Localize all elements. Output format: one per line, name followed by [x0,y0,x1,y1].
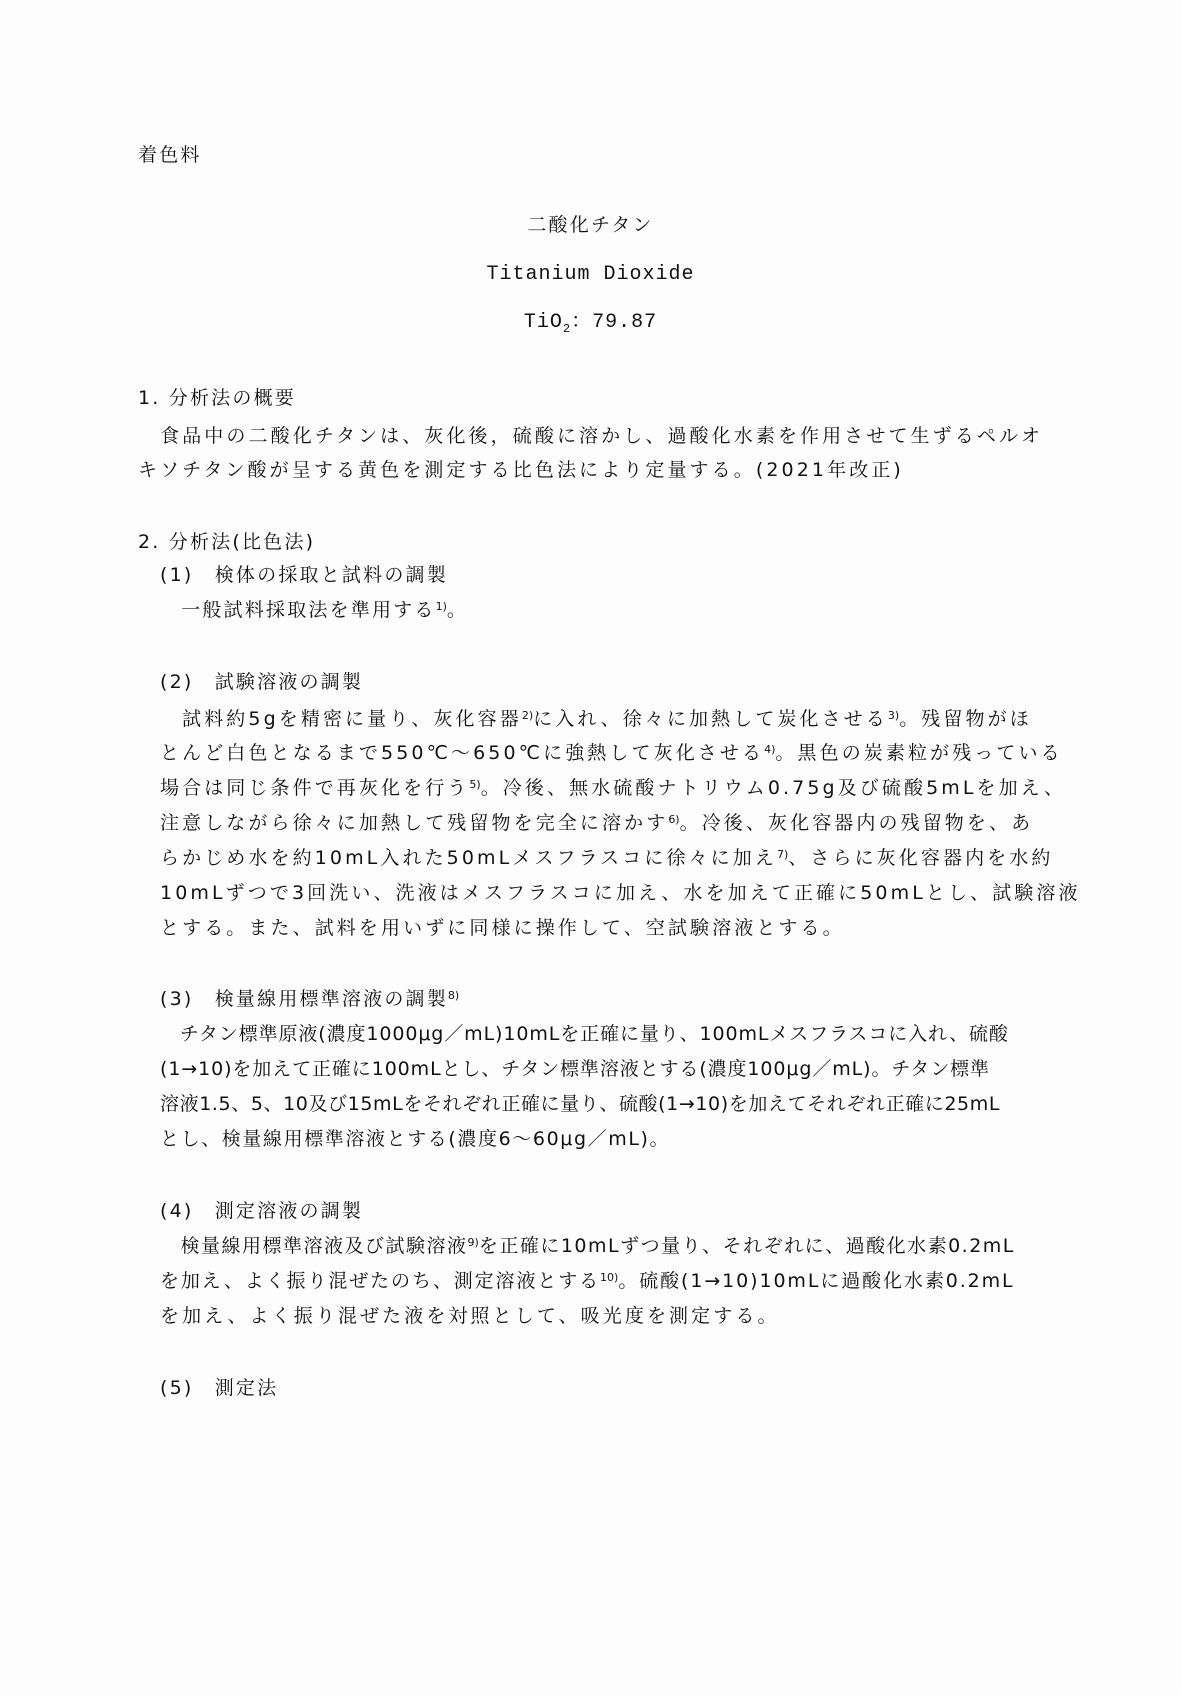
footnote-ref: 3) [887,709,900,722]
text: 。硫酸(1→10)10mLに過酸化水素0.2mL [618,1270,1015,1292]
text: 検量線用標準溶液及び試験溶液 [160,1235,468,1257]
section1-heading: 1. 分析法の概要 [138,387,296,409]
title-japanese: 二酸化チタン [527,214,654,236]
heading-text: (3) 検量線用標準溶液の調製 [160,988,448,1010]
text: に入れ、徐々に加熱して炭化させる [533,708,888,730]
title-english: Titanium Dioxide [486,263,695,286]
formula-main: TiO [523,311,563,334]
subsection2-line-3 [160,776,1066,800]
section1-line-1: 食品中の二酸化チタンは、灰化後，硫酸に溶かし、過酸化水素を作用させて生ずるペルオ [138,425,1044,447]
subsection2-line-2 [160,741,1063,765]
text: 試料約5gを精密に量り、灰化容器 [160,708,522,730]
category-label: 着色料 [138,144,202,166]
footnote-ref: 4) [764,743,776,756]
text: 。冷後、灰化容器内の残留物を、あ [679,812,1034,834]
footnote-ref: 7) [776,848,789,861]
subsection5-heading: (5) 測定法 [160,1377,279,1399]
footnote-ref: 5) [469,778,481,791]
subsection1-heading: (1) 検体の採取と試料の調製 [160,564,448,586]
text: を加え、よく振り混ぜたのち、測定溶液とする [160,1270,601,1292]
formula-subscript: 2 [562,322,572,336]
formula-weight: ：79.87 [571,311,658,334]
subsection3-line-4: とし、検量線用標準溶液とする(濃度6～60μg／mL)。 [160,1128,671,1150]
subsection4-line-3: を加え、よく振り混ぜた液を対照として、吸光度を測定する。 [160,1305,780,1327]
subsection2-line-4 [160,811,1033,835]
text: 。残留物がほ [899,708,1032,730]
text: を正確に10mLずつ量り、それぞれに、過酸化水素0.2mL [478,1235,1015,1257]
subsection1-text: 一般試料採取法を準用する [160,599,436,621]
text: 。黒色の炭素粒が残っている [775,742,1063,764]
subsection3-line-2: (1→10)を加えて正確に100mLとし、チタン標準溶液とする(濃度100μg／mL)。チタン標準 [160,1058,990,1080]
text: らかじめ水を約10mL入れた50mLメスフラスコに徐々に加え [160,847,777,869]
subsection3-line-3: 溶液1.5、5、10及び15mLをそれぞれ正確に量り、硫酸(1→10)を加えてそれぞれ正確に25mL [160,1093,1001,1115]
text: 注意しながら徐々に加熱して残留物を完全に溶かす [160,812,669,834]
subsection1-text-end: 。 [446,599,469,621]
text: 。冷後、無水硫酸ナトリウム0.75g及び硫酸5mLを加え、 [480,777,1067,799]
subsection2-line-6: 10mLずつで3回洗い、洗液はメスフラスコに加え、水を加えて正確に50mLとし、試験溶液 [160,882,1081,904]
subsection3-heading [160,987,459,1011]
footnote-ref: 2) [521,709,534,722]
footnote-ref: 8) [447,989,460,1002]
subsection4-line-1 [160,1234,1015,1258]
subsection3-line-1: チタン標準原液(濃度1000μg／mL)10mLを正確に量り、100mLメスフラスコに入れ、硫酸 [160,1023,1009,1045]
subsection4-line-2 [160,1269,1015,1293]
subsection2-line-5 [160,846,1053,870]
subsection2-line-7: とする。また、試料を用いずに同様に操作して、空試験溶液とする。 [160,917,845,939]
section2-heading: 2. 分析法(比色法) [138,531,316,553]
subsection4-heading: (4) 測定溶液の調製 [160,1200,364,1222]
footnote-ref: 9) [467,1236,479,1249]
footnote-ref: 1) [435,600,447,613]
text: 、さらに灰化容器内を水約 [788,847,1054,869]
text: 場合は同じ条件で再灰化を行う [160,777,470,799]
section1-line-2: キソチタン酸が呈する黄色を測定する比色法により定量する。(2021年改正) [138,459,904,481]
footnote-ref: 10) [600,1271,619,1284]
text: とんど白色となるまで550℃～650℃に強熱して灰化させる [160,742,765,764]
subsection2-line-1 [160,707,1032,731]
footnote-ref: 6) [668,813,680,826]
chemical-formula [0,311,1181,336]
subsection2-heading: (2) 試験溶液の調製 [160,671,364,693]
subsection1-body [160,598,468,622]
